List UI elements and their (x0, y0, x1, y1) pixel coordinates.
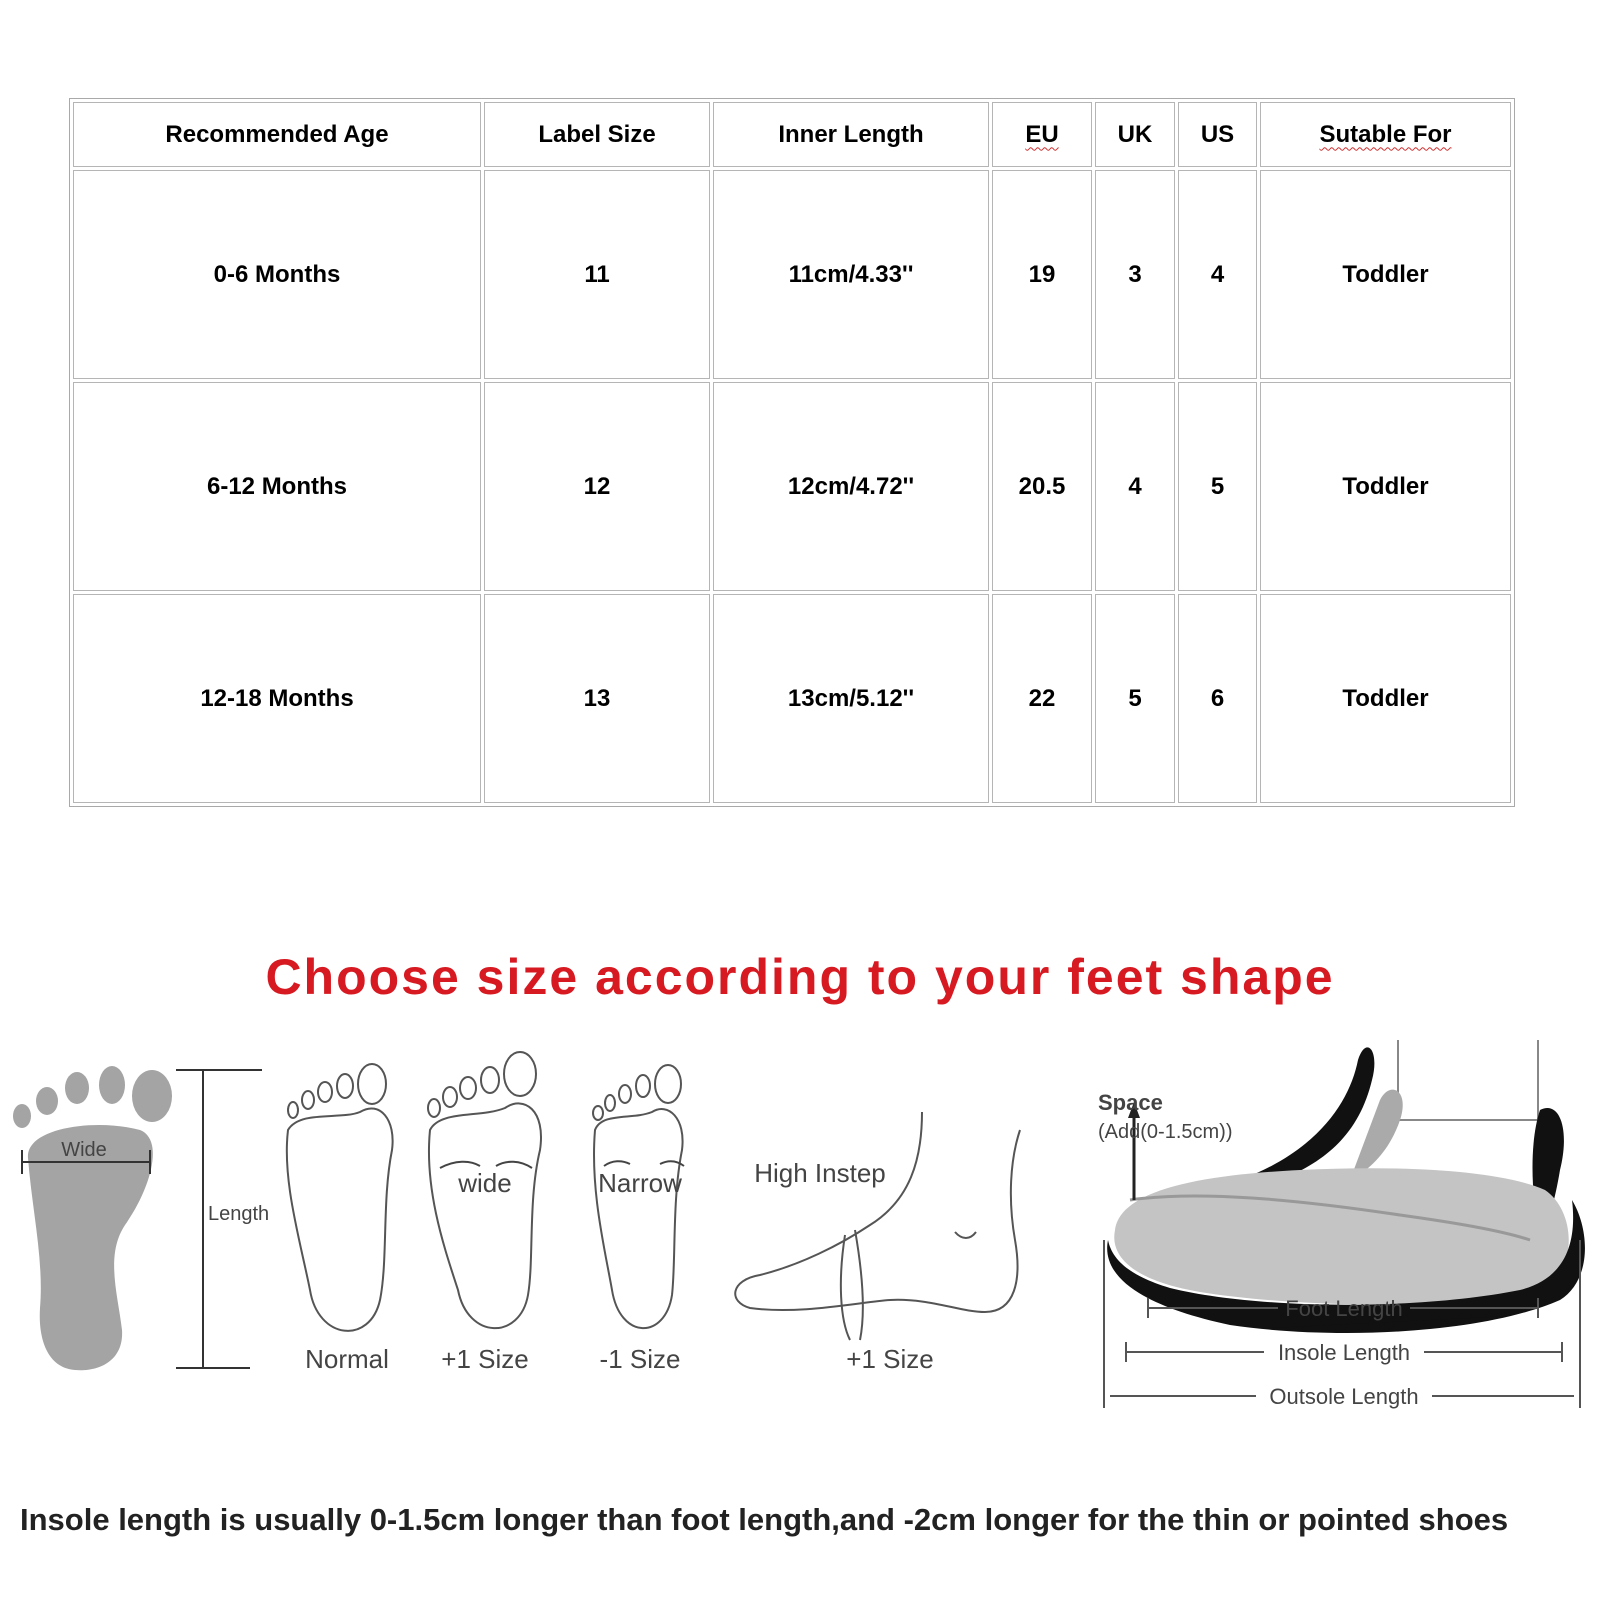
guide-title: Choose size according to your feet shape (265, 949, 1335, 1005)
table-row (73, 594, 1511, 803)
normal-foot-icon (287, 1064, 393, 1331)
space-label: Space (1098, 1090, 1163, 1115)
wide-caption: +1 Size (441, 1344, 529, 1374)
cell-us: 5 (1178, 382, 1257, 591)
space-note: (Add(0-1.5cm)) (1098, 1121, 1233, 1143)
cell-inner-length: 11cm/4.33'' (713, 170, 989, 379)
cell-eu: 20.5 (992, 382, 1092, 591)
cell-label-size: 13 (484, 594, 710, 803)
insole-length-label: Insole Length (1277, 1340, 1411, 1365)
outsole-length-label: Outsole Length (1269, 1384, 1419, 1409)
header-uk: UK (1095, 102, 1175, 167)
cell-inner-length: 12cm/4.72'' (713, 382, 989, 591)
cell-us: 4 (1178, 170, 1257, 379)
foot-length-label: Foot Length (1285, 1296, 1403, 1321)
wide-shape-label: wide (458, 1168, 512, 1198)
header-us: US (1178, 102, 1257, 167)
cell-eu: 19 (992, 170, 1092, 379)
normal-caption: Normal (305, 1344, 389, 1374)
table-header-row (73, 102, 1511, 167)
header-eu-text: EU (1025, 120, 1059, 148)
cell-inner-length: 13cm/5.12'' (713, 594, 989, 803)
wide-label: Wide (61, 1139, 107, 1161)
footprint-icon (13, 1066, 172, 1370)
cell-uk: 4 (1095, 382, 1175, 591)
cell-uk: 3 (1095, 170, 1175, 379)
cell-age: 0-6 Months (73, 170, 481, 379)
table-row (73, 382, 1511, 591)
header-inner-length: Inner Length (713, 102, 989, 167)
header-label-size: Label Size (484, 102, 710, 167)
narrow-caption: -1 Size (599, 1344, 681, 1374)
high-instep-caption: +1 Size (846, 1344, 934, 1374)
length-label: Length (208, 1203, 270, 1225)
cell-age: 6-12 Months (73, 382, 481, 591)
header-eu (992, 102, 1092, 167)
table-row (73, 170, 1511, 379)
cell-age: 12-18 Months (73, 594, 481, 803)
cell-suitable-for: Toddler (1260, 594, 1511, 803)
cell-us: 6 (1178, 594, 1257, 803)
insole-footnote: Insole length is usually 0-1.5cm longer than foot length,and -2cm longer for the thin or pointed shoes (20, 1502, 1509, 1537)
cell-uk: 5 (1095, 594, 1175, 803)
cell-suitable-for: Toddler (1260, 382, 1511, 591)
high-instep-label: High Instep (754, 1158, 886, 1188)
shoe-cross-section-icon (1107, 1040, 1585, 1333)
high-instep-foot-icon (735, 1112, 1020, 1340)
header-recommended-age: Recommended Age (73, 102, 481, 167)
cell-label-size: 11 (484, 170, 710, 379)
cell-eu: 22 (992, 594, 1092, 803)
header-suitable-for-text: Sutable For (1319, 120, 1452, 148)
cell-suitable-for: Toddler (1260, 170, 1511, 379)
header-suitable-for (1260, 102, 1511, 167)
cell-label-size: 12 (484, 382, 710, 591)
feet-shape-diagram (0, 1040, 1600, 1460)
narrow-shape-label: Narrow (598, 1168, 682, 1198)
size-chart-table (69, 98, 1515, 807)
